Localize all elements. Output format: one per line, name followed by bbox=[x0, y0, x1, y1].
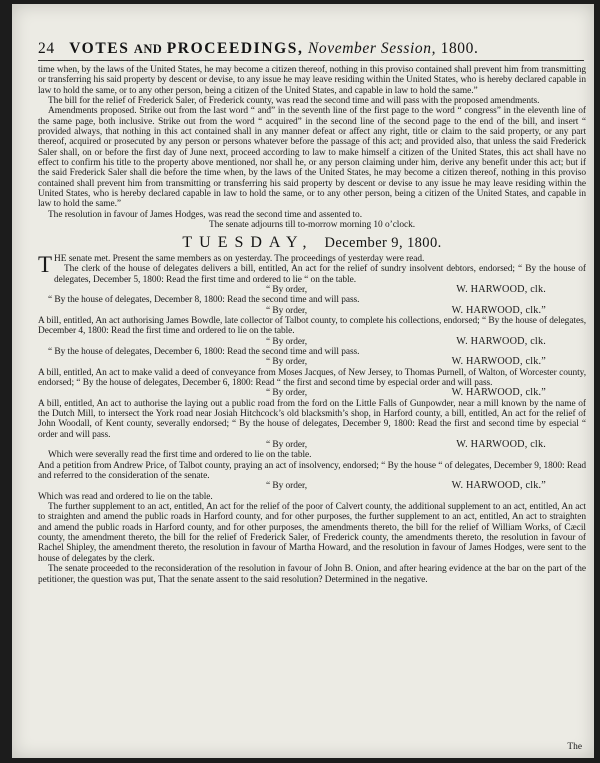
clerk-signature: W. HARWOOD, clk. bbox=[456, 439, 546, 451]
clerk-signature: W. HARWOOD, clk.” bbox=[451, 356, 546, 368]
header-rule bbox=[38, 60, 584, 61]
day-date: December 9, 1800. bbox=[324, 234, 442, 251]
by-order-text: “ By order, bbox=[266, 357, 307, 368]
by-order-line bbox=[38, 481, 586, 491]
by-order-text: “ By order, bbox=[266, 388, 307, 399]
message-text: A bill, entitled, An act authorising James Bowdle, late collector of Talbot county, to complete his collections, endorsed; “ By the house of delegates, December 4, 1800: Read the first time and ordered to lie on the table. bbox=[38, 315, 586, 337]
by-order-text: “ By order, bbox=[266, 440, 307, 451]
senate-met-text: HE senate met. Present the same members as on yesterday. The proceedings of yesterday were read. bbox=[54, 253, 425, 264]
session-year: 1800. bbox=[440, 40, 479, 57]
message-text: A bill, entitled, An act to authorise the laying out a public road from the ford on the Little Falls of Gunpowder, near a mill known by the name of the Dutch Mill, to intersect the York road near Josiah Hitchcock’s old blacksmith’s shop, in Harford county, a bill, entitled, An act for the relief of John Woodall, of Kent county, severally endorsed; “ By the house of delegates, December 9, 1800: Read the first and second time by especial “ order and will pass. bbox=[38, 398, 586, 440]
paragraph-saler-bill: The bill for the relief of Frederick Saler, of Frederick county, was read the second time and will pass with the proposed amendments. bbox=[48, 96, 540, 107]
paragraph-hodges-resolution: The resolution in favour of James Hodges, was read the second time and assented to. bbox=[48, 209, 362, 220]
by-order-line bbox=[38, 357, 586, 367]
by-order-line bbox=[38, 285, 586, 295]
clerk-signature: W. HARWOOD, clk. bbox=[456, 283, 546, 295]
page-body bbox=[38, 65, 586, 585]
message-text: Which were severally read the first time and ordered to lie on the table. bbox=[48, 450, 312, 461]
clerk-signature: W. HARWOOD, clk.” bbox=[451, 387, 546, 399]
drop-cap: T bbox=[38, 251, 52, 277]
by-order-text: “ By order, bbox=[266, 481, 307, 492]
clerk-signature: W. HARWOOD, clk.” bbox=[451, 480, 546, 492]
session-label: November Session, bbox=[307, 40, 437, 57]
adjourn-line: The senate adjourns till to-morrow morning 10 o’clock. bbox=[208, 220, 416, 231]
message-text: A bill, entitled, An act to make valid a deed of conveyance from Moses Jacques, of New Jersey, to Thomas Purnell, of Walton, of Worcester county, endorsed; “ By the house of delegates, December 6, 1800: Read “ the first and second time by especial order and will pass. bbox=[38, 367, 586, 388]
paragraph-amendments: Amendments proposed. Strike out from the last word “ and” in the seventh line of the first page to the word “ congress” in the eleventh line of the same page, both inclusive. Strike out from the word “ acquired” in the second line of the second page to the end of the bill, and insert “ provided always, that nothing in this act contained shall in any manner defeat or affect any right, title or claim to the said property, or any part thereof, acquired or prosecuted by any person or persons whatever before the passage of this act; and provided also, that unless the said Frederick Saler shall, on or before the first day of June next, proceed according to law to make himself a citizen of the United States, this act shall have no effect to confirm his title to the property above mentioned, nor shall he, or any person claiming under him, derive any benefit under this act; but if the said Frederick Saler shall die before the time when, by the laws of the United States, he may become a citizen thereof, nothing in this proviso contained shall prevent him from transmitting or transferring his said property by descent or devise to any issue he may leave residing within the United States, who is hereby declared capable in law to hold the same, or to any other person, being a citizen of the United States, and capable in law to hold the same.” bbox=[38, 106, 586, 210]
paragraph-sent-to-house: The further supplement to an act, entitled, An act for the relief of the poor of Calvert county, the additional supplement to an act, entitled, An act to straighten and amend the public roads in Harford county, and for other purposes, the further supplement to an act, entitled, An act to straighten and amend the public roads in Harford county, and for other purposes, the amendments thereto, the bill for the relief of William Works, of Cæcil county, the amendment thereto, the bill for the relief of Frederick Saler, of Frederick county, the amendments thereto, the resolution in favour of Rachel Shipley, the amendment thereto, the resolution in favour of Martha Howard, and the resolution in favour of James Hodges, were sent to the house of delegates by the clerk. bbox=[38, 502, 586, 564]
document-page bbox=[12, 4, 594, 758]
by-order-text: “ By order, bbox=[266, 305, 307, 316]
page-number: 24 bbox=[38, 40, 55, 57]
paragraph-onion-resolution: The senate proceeded to the reconsideration of the resolution in favour of John B. Onion, and after hearing evidence at the bar on the part of the petitioner, the question was put, That the senate assent to the said resolution? Determined in the negative. bbox=[38, 564, 586, 585]
title-votes: VOTES bbox=[69, 40, 130, 57]
by-order-line bbox=[38, 440, 586, 450]
paragraph-petition: And a petition from Andrew Price, of Talbot county, praying an act of insolvency, endorsed; “ By the house “ of delegates, December 9, 1800: Read and referred to the consideration of the senate. bbox=[38, 460, 586, 482]
clerk-signature: W. HARWOOD, clk.” bbox=[451, 304, 546, 316]
by-order-line bbox=[38, 388, 586, 398]
page-header bbox=[38, 40, 578, 58]
clerk-signature: W. HARWOOD, clk. bbox=[456, 335, 546, 347]
paragraph-continued: time when, by the laws of the United States, he may become a citizen thereof, nothing in this proviso contained shall prevent him from transmitting or transferring his said property by descent or devise, to any issue he may leave residing within the United States, who is hereby declared capable in law to hold the same, or to any other person, being a citizen of the United States, and capable in law to hold the same.” bbox=[38, 65, 586, 96]
by-order-line bbox=[38, 306, 586, 316]
message-text: “ By the house of delegates, December 6, 1800: Read the second time and will pass. bbox=[48, 346, 360, 357]
message-text: “ By the house of delegates, December 8, 1800: Read the second time and will pass. bbox=[48, 295, 360, 306]
by-order-line bbox=[38, 337, 586, 347]
catchword: The bbox=[567, 742, 582, 752]
day-name: TUESDAY, bbox=[182, 233, 314, 251]
title-and: AND bbox=[133, 42, 163, 56]
paragraph-insolvent-debtors: The clerk of the house of delegates delivers a bill, entitled, An act for the relief of sundry insolvent debtors, endorsed; “ By the house of delegates, December 5, 1800: Read the first time and ordered to lie “ on the table. bbox=[54, 264, 586, 285]
day-heading bbox=[38, 233, 586, 251]
title-proceedings: PROCEEDINGS, bbox=[166, 40, 304, 57]
paragraph-read-lie: Which was read and ordered to lie on the table. bbox=[38, 491, 213, 502]
by-order-text: “ By order, bbox=[266, 336, 307, 347]
by-order-text: “ By order, bbox=[266, 284, 307, 295]
